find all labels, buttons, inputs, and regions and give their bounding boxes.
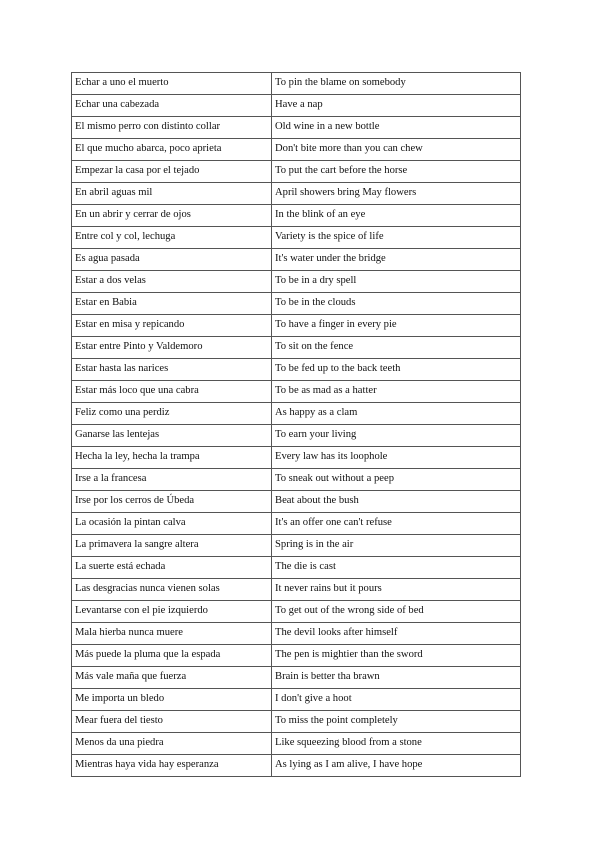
table-row [72,732,521,754]
spanish-idiom-cell: Estar en misa y repicando [72,314,272,336]
table-row [72,226,521,248]
spanish-idiom-cell: Me importa un bledo [72,688,272,710]
table-row [72,248,521,270]
spanish-idiom-cell: La ocasión la pintan calva [72,512,272,534]
english-equivalent-cell: It's an offer one can't refuse [272,512,521,534]
spanish-idiom-cell: Menos da una piedra [72,732,272,754]
english-equivalent-cell: The devil looks after himself [272,622,521,644]
table-row [72,424,521,446]
spanish-idiom-cell: Es agua pasada [72,248,272,270]
spanish-idiom-cell: Mear fuera del tiesto [72,710,272,732]
english-equivalent-cell: The die is cast [272,556,521,578]
english-equivalent-cell: To sneak out without a peep [272,468,521,490]
english-equivalent-cell: It's water under the bridge [272,248,521,270]
table-row [72,578,521,600]
table-row [72,94,521,116]
idioms-table-body [72,73,521,777]
spanish-idiom-cell: Estar hasta las narices [72,358,272,380]
table-row [72,336,521,358]
english-equivalent-cell: Variety is the spice of life [272,226,521,248]
english-equivalent-cell: To be in the clouds [272,292,521,314]
table-row [72,556,521,578]
english-equivalent-cell: To put the cart before the horse [272,160,521,182]
english-equivalent-cell: The pen is mightier than the sword [272,644,521,666]
table-row [72,468,521,490]
english-equivalent-cell: I don't give a hoot [272,688,521,710]
spanish-idiom-cell: Feliz como una perdiz [72,402,272,424]
spanish-idiom-cell: Más vale maña que fuerza [72,666,272,688]
spanish-idiom-cell: Empezar la casa por el tejado [72,160,272,182]
spanish-idiom-cell: Estar a dos velas [72,270,272,292]
english-equivalent-cell: As happy as a clam [272,402,521,424]
english-equivalent-cell: Don't bite more than you can chew [272,138,521,160]
table-row [72,402,521,424]
spanish-idiom-cell: Hecha la ley, hecha la trampa [72,446,272,468]
table-row [72,358,521,380]
spanish-idiom-cell: Mientras haya vida hay esperanza [72,754,272,776]
spanish-idiom-cell: Mala hierba nunca muere [72,622,272,644]
english-equivalent-cell: Spring is in the air [272,534,521,556]
table-row [72,204,521,226]
idioms-table [71,72,521,777]
table-row [72,490,521,512]
spanish-idiom-cell: Entre col y col, lechuga [72,226,272,248]
table-row [72,160,521,182]
english-equivalent-cell: It never rains but it pours [272,578,521,600]
spanish-idiom-cell: Las desgracias nunca vienen solas [72,578,272,600]
english-equivalent-cell: As lying as I am alive, I have hope [272,754,521,776]
english-equivalent-cell: Like squeezing blood from a stone [272,732,521,754]
table-row [72,138,521,160]
table-row [72,644,521,666]
spanish-idiom-cell: Echar una cabezada [72,94,272,116]
english-equivalent-cell: To get out of the wrong side of bed [272,600,521,622]
spanish-idiom-cell: Ganarse las lentejas [72,424,272,446]
table-row [72,710,521,732]
table-row [72,446,521,468]
spanish-idiom-cell: Estar más loco que una cabra [72,380,272,402]
table-row [72,534,521,556]
spanish-idiom-cell: Estar entre Pinto y Valdemoro [72,336,272,358]
english-equivalent-cell: Have a nap [272,94,521,116]
english-equivalent-cell: To pin the blame on somebody [272,73,521,95]
english-equivalent-cell: To be in a dry spell [272,270,521,292]
table-row [72,380,521,402]
table-row [72,688,521,710]
spanish-idiom-cell: La primavera la sangre altera [72,534,272,556]
table-row [72,314,521,336]
table-row [72,754,521,776]
english-equivalent-cell: Old wine in a new bottle [272,116,521,138]
spanish-idiom-cell: Echar a uno el muerto [72,73,272,95]
english-equivalent-cell: Beat about the bush [272,490,521,512]
spanish-idiom-cell: Estar en Babia [72,292,272,314]
english-equivalent-cell: In the blink of an eye [272,204,521,226]
spanish-idiom-cell: El mismo perro con distinto collar [72,116,272,138]
table-row [72,292,521,314]
english-equivalent-cell: Brain is better tha brawn [272,666,521,688]
table-row [72,270,521,292]
spanish-idiom-cell: Irse a la francesa [72,468,272,490]
spanish-idiom-cell: Levantarse con el pie izquierdo [72,600,272,622]
spanish-idiom-cell: En abril aguas mil [72,182,272,204]
english-equivalent-cell: To be as mad as a hatter [272,380,521,402]
table-row [72,512,521,534]
english-equivalent-cell: April showers bring May flowers [272,182,521,204]
spanish-idiom-cell: Irse por los cerros de Úbeda [72,490,272,512]
english-equivalent-cell: Every law has its loophole [272,446,521,468]
table-row [72,600,521,622]
spanish-idiom-cell: Más puede la pluma que la espada [72,644,272,666]
english-equivalent-cell: To have a finger in every pie [272,314,521,336]
english-equivalent-cell: To sit on the fence [272,336,521,358]
table-row [72,73,521,95]
spanish-idiom-cell: El que mucho abarca, poco aprieta [72,138,272,160]
table-row [72,116,521,138]
english-equivalent-cell: To miss the point completely [272,710,521,732]
spanish-idiom-cell: La suerte está echada [72,556,272,578]
english-equivalent-cell: To be fed up to the back teeth [272,358,521,380]
english-equivalent-cell: To earn your living [272,424,521,446]
table-row [72,622,521,644]
table-row [72,666,521,688]
spanish-idiom-cell: En un abrir y cerrar de ojos [72,204,272,226]
table-row [72,182,521,204]
